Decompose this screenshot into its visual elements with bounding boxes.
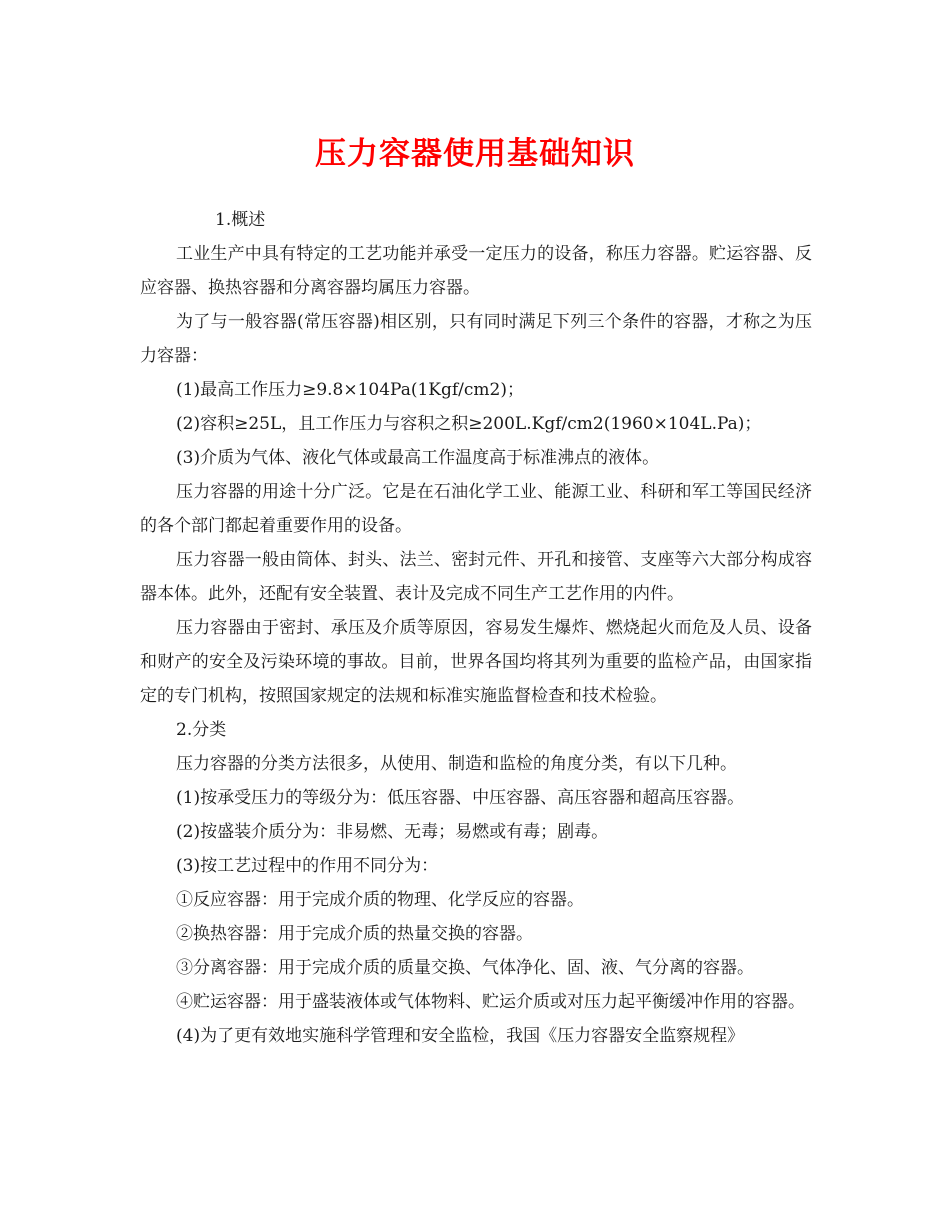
list-item: ③分离容器：用于完成介质的质量交换、气体净化、固、液、气分离的容器。 [176,958,754,978]
list-item: (4)为了更有效地实施科学管理和安全监检，我国《压力容器安全监察规程》 [176,1026,745,1046]
paragraph: 压力容器由于密封、承压及介质等原因，容易发生爆炸、燃烧起火而危及人员、设备和财产的安全及污染环境的事故。目前，世界各国均将其列为重要的监检产品，由国家指定的专门机构，按照国家规定的法规和标准实施监督检查和技术检验。 [140,618,812,706]
paragraph: 压力容器的用途十分广泛。它是在石油化学工业、能源工业、科研和军工等国民经济的各个部门都起着重要作用的设备。 [140,482,812,536]
list-item: ④贮运容器：用于盛装液体或气体物料、贮运介质或对压力起平衡缓冲作用的容器。 [176,992,805,1012]
list-item: (3)按工艺过程中的作用不同分为： [176,856,439,876]
paragraph: 压力容器一般由筒体、封头、法兰、密封元件、开孔和接管、支座等六大部分构成容器本体。此外，还配有安全装置、表计及完成不同生产工艺作用的内件。 [140,550,812,604]
list-item: (3)介质为气体、液化气体或最高工作温度高于标准沸点的液体。 [176,448,660,468]
document-body [140,203,812,1053]
list-item: ①反应容器：用于完成介质的物理、化学反应的容器。 [176,890,584,910]
section-heading-classification: 2.分类 [176,720,227,740]
paragraph: 工业生产中具有特定的工艺功能并承受一定压力的设备，称压力容器。贮运容器、反应容器、换热容器和分离容器均属压力容器。 [140,244,812,298]
paragraph: 压力容器的分类方法很多，从使用、制造和监检的角度分类，有以下几种。 [176,754,737,774]
list-item: (2)容积≥25L，且工作压力与容积之积≥200L.Kgf/cm2(1960×104L.Pa)； [176,414,762,434]
list-item: ②换热容器：用于完成介质的热量交换的容器。 [176,924,533,944]
section-heading-overview: 1.概述 [215,210,266,230]
list-item: (1)最高工作压力≥9.8×104Pa(1Kgf/cm2)； [176,380,525,400]
paragraph: 为了与一般容器(常压容器)相区别，只有同时满足下列三个条件的容器，才称之为压力容器： [140,312,812,366]
list-item: (1)按承受压力的等级分为：低压容器、中压容器、高压容器和超高压容器。 [176,788,745,808]
list-item: (2)按盛装介质分为：非易燃、无毒；易燃或有毒；剧毒。 [176,822,609,842]
document-title: 压力容器使用基础知识 [315,136,635,172]
